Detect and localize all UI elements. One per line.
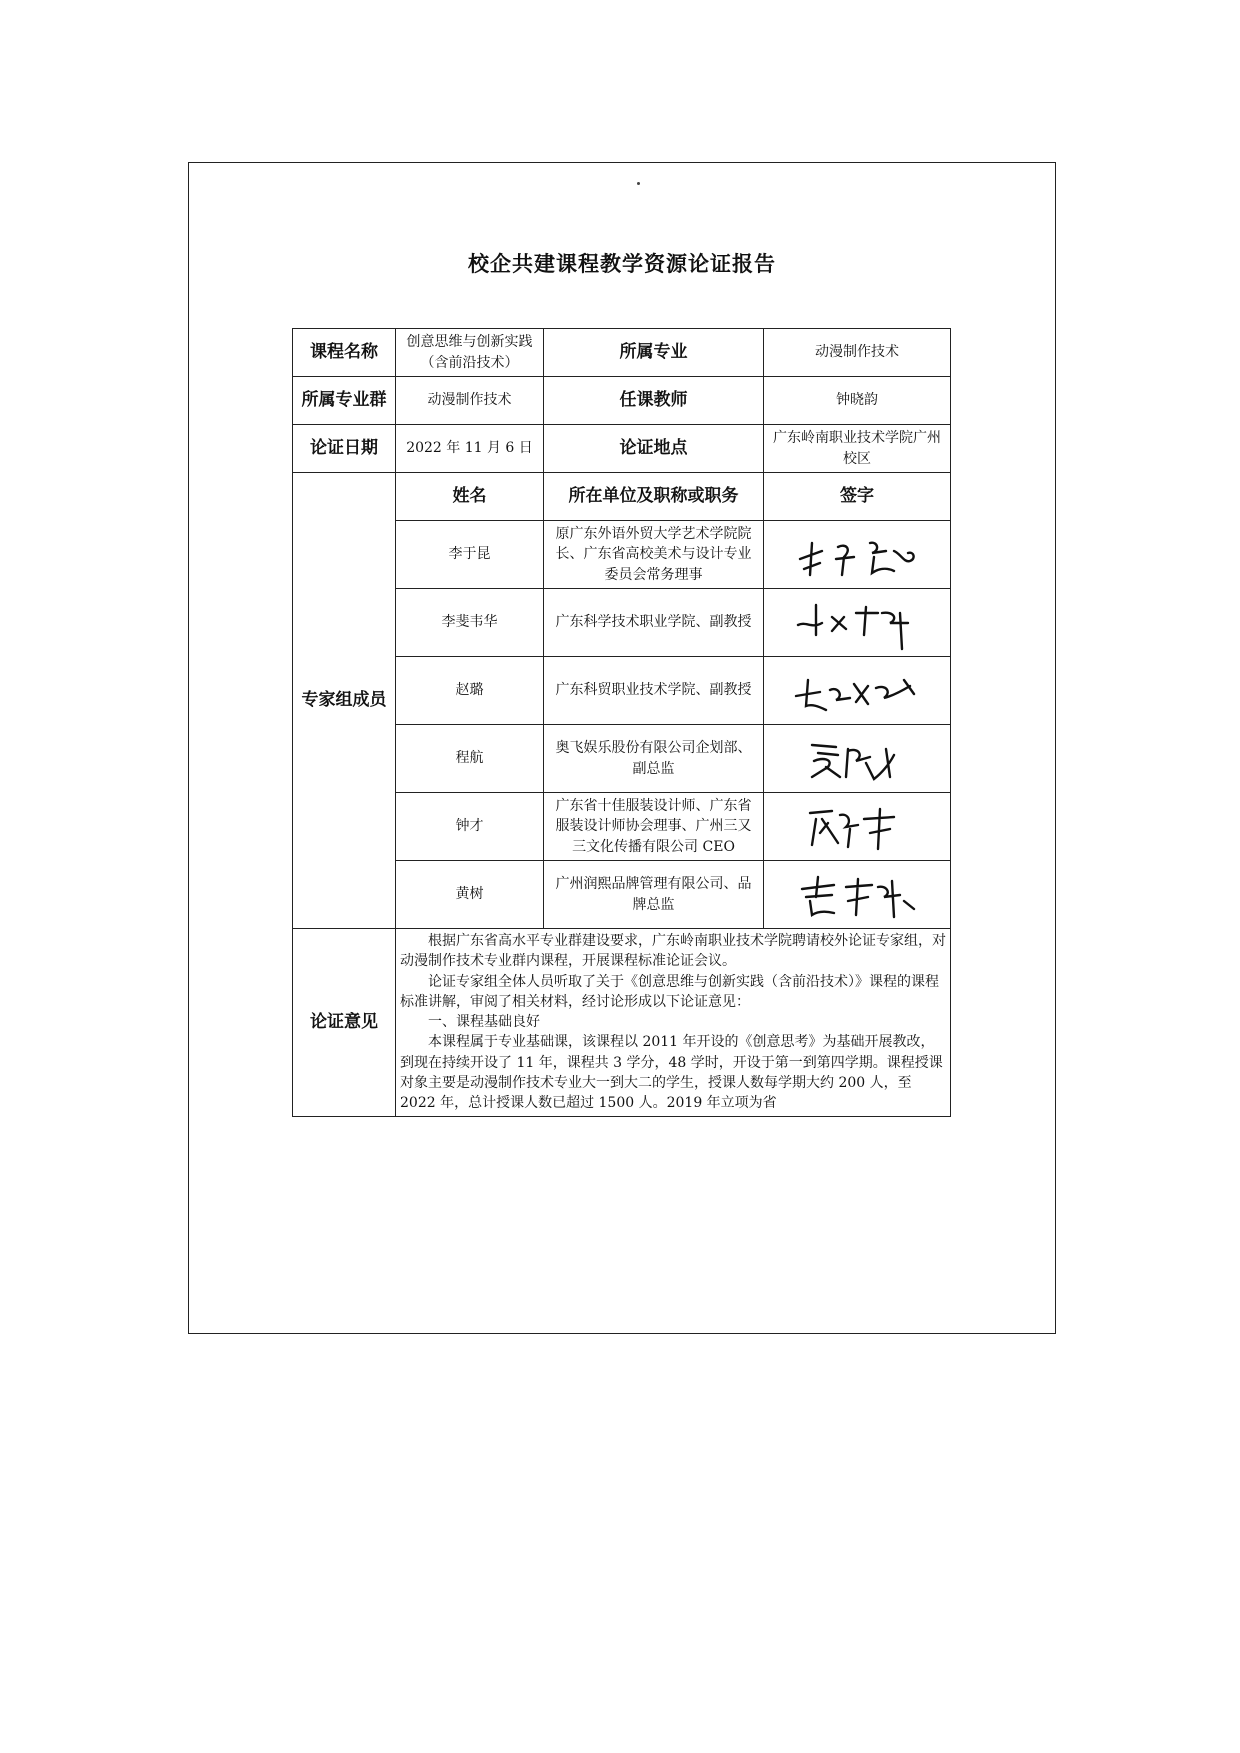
expert-name: 黄树 [396,861,544,929]
group-row [293,377,951,425]
major-value: 动漫制作技术 [764,329,951,377]
scan-mark [637,182,640,185]
date-row [293,425,951,473]
expert-unit: 广东科贸职业技术学院、副教授 [544,657,764,725]
experts-section-label: 专家组成员 [293,473,396,929]
document-title: 校企共建课程教学资源论证报告 [468,252,776,276]
expert-name: 李于昆 [396,521,544,589]
date-label: 论证日期 [293,425,396,473]
expert-name: 钟才 [396,793,544,861]
report-table [292,328,951,1117]
expert-unit: 广州润熙品牌管理有限公司、品牌总监 [544,861,764,929]
expert-name: 程航 [396,725,544,793]
date-value: 2022 年 11 月 6 日 [396,425,544,473]
teacher-label: 任课教师 [544,377,764,425]
course-row [293,329,951,377]
expert-unit: 奥飞娱乐股份有限公司企划部、副总监 [544,725,764,793]
opinion-paragraph: 根据广东省高水平专业群建设要求，广东岭南职业技术学院聘请校外论证专家组，对动漫制作技术专业群内课程，开展课程标准论证会议。 [400,933,946,970]
opinion-heading: 一、课程基础良好 [428,1014,540,1031]
opinion-paragraph: 本课程属于专业基础课，该课程以 2011 年开设的《创意思考》为基础开展教改，到现在持续开设了 11 年，课程共 3 学分，48 学时，开设于第一到第四学期。课程授课对象主要是动漫制作技术专业大一到大二的学生，授课人数每学期大约 200 人，至 2022 年，总计授课人数已超过 1500 人。2019 年立项为省 [400,1034,943,1112]
opinion-label: 论证意见 [293,929,396,1117]
experts-header-row [293,473,951,521]
course-name-value: 创意思维与创新实践（含前沿技术） [396,329,544,377]
opinion-body [396,929,951,1117]
col-unit-header: 所在单位及职称或职务 [544,473,764,521]
col-sign-header: 签字 [764,473,951,521]
expert-signature [764,521,951,589]
expert-unit: 原广东外语外贸大学艺术学院院长、广东省高校美术与设计专业委员会常务理事 [544,521,764,589]
location-value: 广东岭南职业技术学院广州校区 [764,425,951,473]
col-name-header: 姓名 [396,473,544,521]
major-group-label: 所属专业群 [293,377,396,425]
major-label: 所属专业 [544,329,764,377]
expert-name: 李斐韦华 [396,589,544,657]
expert-name: 赵璐 [396,657,544,725]
expert-signature [764,793,951,861]
expert-unit: 广东省十佳服装设计师、广东省服装设计师协会理事、广州三又三文化传播有限公司 CEO [544,793,764,861]
expert-signature [764,657,951,725]
expert-signature [764,725,951,793]
major-group-value: 动漫制作技术 [396,377,544,425]
expert-signature [764,861,951,929]
opinion-row [293,929,951,1117]
expert-unit: 广东科学技术职业学院、副教授 [544,589,764,657]
opinion-paragraph: 论证专家组全体人员听取了关于《创意思维与创新实践（含前沿技术）》课程的课程标准讲解，审阅了相关材料，经讨论形成以下论证意见： [400,973,939,1010]
location-label: 论证地点 [544,425,764,473]
expert-signature [764,589,951,657]
course-name-label: 课程名称 [293,329,396,377]
teacher-value: 钟晓韵 [764,377,951,425]
